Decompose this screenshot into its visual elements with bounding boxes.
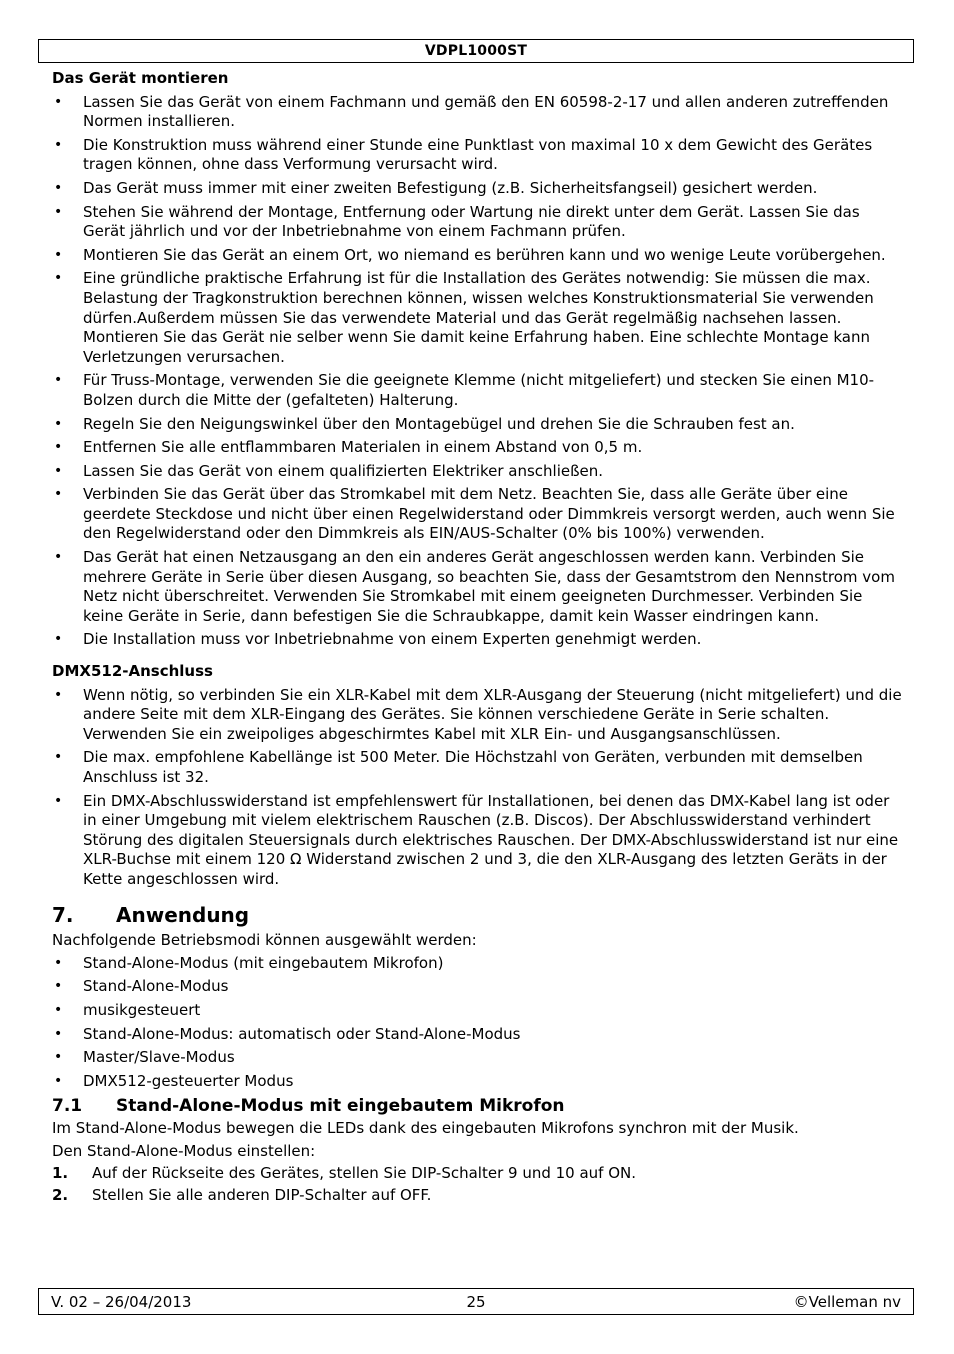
bullet-icon: •: [54, 372, 63, 389]
list-item: • Lassen Sie das Gerät von einem qualifizierten Elektriker anschließen.: [54, 461, 604, 480]
bullet-icon: •: [54, 749, 63, 766]
bullet-icon: •: [54, 1072, 63, 1089]
modes-list: [52, 954, 904, 1092]
bullet-icon: •: [54, 1049, 63, 1066]
section-title: Anwendung: [116, 902, 250, 927]
list-item: • Montieren Sie das Gerät an einem Ort, wo niemand es berühren kann und wo wenige Leute vorübergehen.: [54, 245, 886, 264]
bullet-icon: •: [54, 631, 63, 648]
list-item: • Das Gerät hat einen Netzausgang an den ein anderes Gerät angeschlossen werden kann. Verbinden Sie mehrere Geräte in Serie über diesen Ausgang, so beachten Sie, dass der Gesamtstrom den Nennstrom vom Netz nicht überschreitet. Verwenden Sie Stromkabel mit einem geeigneten Durchmesser. Verbinden Sie keine Geräte in Serie, dann befestigen Sie die Schraubkappe, damit kein Wasser eindringen kann.: [54, 548, 895, 625]
bullet-icon: •: [54, 136, 63, 153]
list-item: • Master/Slave-Modus: [54, 1048, 235, 1067]
bullet-icon: •: [54, 462, 63, 479]
list-item: • Wenn nötig, so verbinden Sie ein XLR-Kabel mit dem XLR-Ausgang der Steuerung (nicht mitgeliefert) und die andere Seite mit dem XLR-Eingang des Gerätes. Sie können verschiedene Geräte in Serie schalten. Verwenden Sie ein zweipoliges abgeschirmtes Kabel mit XLR Ein- und Ausgangsanschlüssen.: [54, 685, 902, 743]
document-title: VDPL1000ST: [424, 43, 528, 59]
bullet-icon: •: [54, 246, 63, 263]
bullet-icon: •: [54, 686, 63, 703]
bullet-icon: •: [54, 954, 63, 971]
section-7-intro: Nachfolgende Betriebsmodi können ausgewählt werden:: [52, 931, 477, 950]
list-item: • DMX512-gesteuerter Modus: [54, 1071, 294, 1090]
list-item: • Ein DMX-Abschlusswiderstand ist empfehlenswert für Installationen, bei denen das DMX-Kabel lang ist oder in einer Umgebung mit vielem elektrischem Rauschen (z.B. Discos). Der Abschlusswiderstand verhindert Störung des digitalen Steuersignals durch elektrisches Rauschen. Der DMX-Abschlusswiderstand ist nur eine XLR-Buchse mit einem 120 Ω Widerstand zwischen 2 und 3, die den XLR-Ausgang des letzten Geräts in der Kette angeschlossen wird.: [54, 791, 899, 888]
bullet-icon: •: [54, 549, 63, 566]
list-item: • Lassen Sie das Gerät von einem Fachmann und gemäß den EN 60598-2-17 und allen anderen zutreffenden Normen installieren.: [54, 92, 889, 131]
steps-list: [52, 1164, 904, 1205]
list-item: • Die Konstruktion muss während einer Stunde eine Punktlast von maximal 10 x dem Gewicht des Gerätes tragen können, ohne dass Verformung verursacht wird.: [54, 135, 873, 174]
list-item: • Stand-Alone-Modus: [54, 977, 229, 996]
section-7-1-para: Den Stand-Alone-Modus einstellen:: [52, 1141, 316, 1160]
bullet-icon: •: [54, 486, 63, 503]
list-item: • Stand-Alone-Modus (mit eingebautem Mikrofon): [54, 953, 444, 972]
list-item: • Entfernen Sie alle entflammbaren Materialen in einem Abstand von 0,5 m.: [54, 438, 643, 457]
list-item: • Regeln Sie den Neigungswinkel über den Montagebügel und drehen Sie die Schrauben fest an.: [54, 414, 795, 433]
page-footer: [38, 1288, 914, 1315]
bullet-icon: •: [54, 792, 63, 809]
step-number: 2.: [52, 1185, 69, 1204]
mount-list: [52, 93, 904, 650]
bullet-icon: •: [54, 1001, 63, 1018]
dmx-heading: DMX512-Anschluss: [52, 662, 213, 681]
section-7-heading: [52, 902, 904, 927]
bullet-icon: •: [54, 270, 63, 287]
bullet-icon: •: [54, 415, 63, 432]
list-item: • Stand-Alone-Modus: automatisch oder Stand-Alone-Modus: [54, 1024, 521, 1043]
bullet-icon: •: [54, 203, 63, 220]
copyright: ©Velleman nv: [793, 1292, 901, 1311]
mount-heading: Das Gerät montieren: [52, 69, 229, 87]
section-7-1-heading: [52, 1097, 904, 1117]
list-item: • Verbinden Sie das Gerät über das Stromkabel mit dem Netz. Beachten Sie, dass alle Geräte über eine geerdete Steckdose und nicht über einen Regelwiderstand oder Dimmkreis versorgt werden, auch wenn Sie den Regelwiderstand oder den Dimmkreis als EIN/AUS-Schalter (0% bis 100%) verwenden.: [54, 485, 895, 543]
list-item: • musikgesteuert: [54, 1000, 201, 1019]
bullet-icon: •: [54, 1025, 63, 1042]
section-number: 7.1: [52, 1096, 83, 1117]
page-content: [52, 69, 904, 1207]
bullet-icon: •: [54, 179, 63, 196]
step-item: 1. Auf der Rückseite des Gerätes, stellen Sie DIP-Schalter 9 und 10 auf ON.: [52, 1164, 637, 1183]
dmx-list: [52, 686, 904, 890]
section-number: 7.: [52, 902, 74, 927]
list-item: • Die Installation muss vor Inbetriebnahme von einem Experten genehmigt werden.: [54, 630, 702, 649]
version-date: V. 02 – 26/04/2013: [51, 1292, 192, 1311]
section-title: Stand-Alone-Modus mit eingebautem Mikrofon: [116, 1096, 565, 1117]
list-item: • Das Gerät muss immer mit einer zweiten Befestigung (z.B. Sicherheitsfangseil) gesichert werden.: [54, 178, 818, 197]
step-item: 2. Stellen Sie alle anderen DIP-Schalter auf OFF.: [52, 1185, 432, 1204]
bullet-icon: •: [54, 93, 63, 110]
bullet-icon: •: [54, 439, 63, 456]
page-number: 25: [466, 1292, 486, 1311]
bullet-icon: •: [54, 978, 63, 995]
list-item: • Eine gründliche praktische Erfahrung ist für die Installation des Gerätes notwendig: Sie müssen die max. Belastung der Tragkonstruktion berechnen können, wissen welches Konstruktionsmaterial Sie verwenden dürfen.Außerdem müssen Sie das verwendete Material und das Gerät regelmäßig nachsehen lassen. Montieren Sie das Gerät nie selber wenn Sie damit keine Erfahrung haben. Eine schlechte Montage kann Verletzungen verursachen.: [54, 269, 874, 366]
step-number: 1.: [52, 1164, 69, 1183]
page-header: [38, 39, 914, 63]
list-item: • Stehen Sie während der Montage, Entfernung oder Wartung nie direkt unter dem Gerät. Lassen Sie das Gerät jährlich und vor der Inbetriebnahme von einem Fachmann prüfen.: [54, 202, 860, 241]
list-item: • Für Truss-Montage, verwenden Sie die geeignete Klemme (nicht mitgeliefert) und stecken Sie einen M10-Bolzen durch die Mitte der (gefalteten) Halterung.: [54, 371, 875, 409]
section-7-1-para: Im Stand-Alone-Modus bewegen die LEDs dank des eingebauten Mikrofons synchron mit der Musik.: [52, 1118, 799, 1137]
list-item: • Die max. empfohlene Kabellänge ist 500 Meter. Die Höchstzahl von Geräten, verbunden mit demselben Anschluss ist 32.: [54, 748, 863, 786]
